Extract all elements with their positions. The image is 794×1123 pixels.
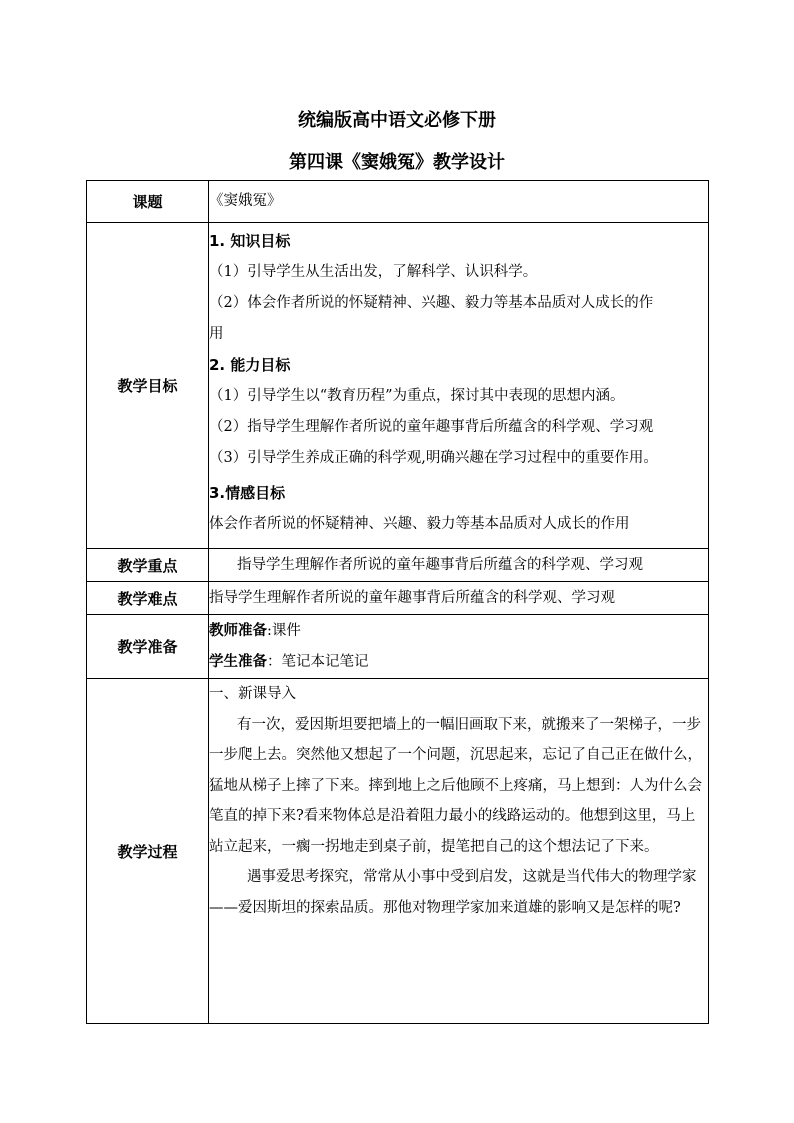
ability-goal-2: （2）指导学生理解作者所说的童年趣事背后所蕴含的科学观、学习观 <box>209 419 654 435</box>
value-process <box>209 679 709 1024</box>
emotion-goal-1: 体会作者所说的怀疑精神、兴趣、毅力等基本品质对人成长的作用 <box>209 516 630 532</box>
value-prep <box>209 615 709 679</box>
row-prep <box>87 615 709 679</box>
student-prep <box>209 647 708 678</box>
knowledge-goal-heading: 1. 知识目标 <box>209 232 291 250</box>
document-title: 统编版高中语文必修下册 <box>298 110 496 131</box>
value-topic: 《窦娥冤》 <box>209 181 709 223</box>
label-topic: 课题 <box>87 181 209 223</box>
lesson-plan-table <box>86 180 709 1024</box>
knowledge-goal-2b: 用 <box>209 326 224 342</box>
student-prep-label: 学生准备 <box>209 653 267 670</box>
ability-goal-3: （3）引导学生养成正确的科学观,明确兴趣在学习过程中的重要作用。 <box>209 450 658 466</box>
label-difficulty: 教学难点 <box>87 582 209 615</box>
value-difficulty: 指导学生理解作者所说的童年趣事背后所蕴含的科学观、学习观 <box>209 582 709 615</box>
process-paragraph-2: 遇事爱思考探究，常常从小事中受到启发，这就是当代伟大的物理学家——爱因斯坦的探索品质。那他对物理学家加来道雄的影响又是怎样的呢? <box>209 869 697 916</box>
label-focus: 教学重点 <box>87 549 209 582</box>
row-difficulty <box>87 582 709 615</box>
student-prep-value: ：笔记本记笔记 <box>267 653 369 670</box>
row-objectives <box>87 223 709 549</box>
label-objectives: 教学目标 <box>87 223 209 549</box>
label-prep: 教学准备 <box>87 615 209 679</box>
row-focus <box>87 549 709 582</box>
teacher-prep <box>209 616 708 647</box>
knowledge-goal-1: （1）引导学生从生活出发，了解科学、认识科学。 <box>209 264 538 280</box>
emotion-goal-heading: 3.情感目标 <box>209 484 286 502</box>
process-paragraph-1: 有一次，爱因斯坦要把墙上的一幅旧画取下来，就搬来了一架梯子，一步一步爬上去。突然他又想起了一个问题，沉思起来，忘记了自己正在做什么，猛地从梯子上摔了下来。摔到地上之后他顾不上疼痛，马上想到：人为什么会笔直的掉下来?看来物体总是沿着阻力最小的线路运动的。他想到这里，马上站立起来，一瘸一拐地走到桌子前，提笔把自己的这个想法记了下来。 <box>209 716 702 855</box>
row-topic <box>87 181 709 223</box>
process-heading: 一、新课导入 <box>209 686 296 702</box>
value-objectives <box>209 223 709 549</box>
row-process <box>87 679 709 1024</box>
label-process: 教学过程 <box>87 679 209 1024</box>
teacher-prep-label: 教师准备 <box>209 622 267 639</box>
value-focus: 指导学生理解作者所说的童年趣事背后所蕴含的科学观、学习观 <box>209 549 709 582</box>
teacher-prep-value: :课件 <box>267 622 301 639</box>
ability-goal-1: （1）引导学生以“教育历程”为重点，探讨其中表现的思想内涵。 <box>209 388 625 404</box>
document-subtitle: 第四课《窦娥冤》教学设计 <box>289 152 505 173</box>
ability-goal-heading: 2. 能力目标 <box>209 356 291 374</box>
knowledge-goal-2a: （2）体会作者所说的怀疑精神、兴趣、毅力等基本品质对人成长的作 <box>209 295 654 311</box>
